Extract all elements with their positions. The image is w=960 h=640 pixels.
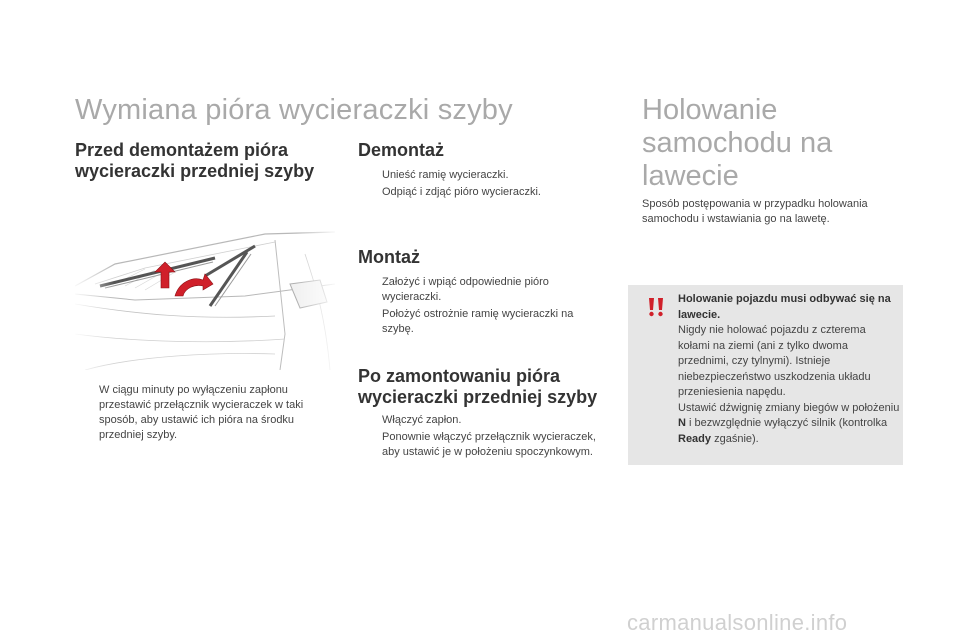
wiper-illustration: [75, 224, 335, 370]
page-title: Wymiana pióra wycieraczki szyby: [75, 94, 513, 126]
watermark: carmanualsonline.info: [627, 610, 848, 635]
warning-heading: Holowanie pojazdu musi odbywać się na lawecie.: [678, 293, 891, 321]
list-item: W ciągu minuty po wyłączeniu zapłonu przestawić przełącznik wycieraczek w taki sposób, aby ustawić ich pióra na środku przedniej szyby.: [99, 384, 304, 441]
removal-list: [358, 168, 608, 202]
towing-title: Holowanie samochodu na lawecie: [642, 94, 833, 192]
installation-list: [358, 275, 608, 339]
heading-installation: Montaż: [358, 247, 420, 267]
after-installation-list: [358, 413, 608, 462]
list-item: Unieść ramię wycieraczki.: [382, 169, 509, 181]
list-item: Założyć i wpiąć odpowiednie pióro wycieraczki.: [382, 276, 549, 303]
list-item: Ponownie włączyć przełącznik wycieraczek, aby ustawić je w położeniu spoczynkowym.: [382, 431, 596, 458]
exclamation-warning-icon: [645, 296, 667, 323]
list-item: Włączyć zapłon.: [382, 414, 462, 426]
warning-paragraph-1: Nigdy nie holować pojazdu z czterema kołami na ziemi (ani z tylko dwoma przednimi, czy tylnymi). Istnieje niebezpieczeństwo uszkodzenia układu przeniesienia napędu.: [678, 324, 871, 398]
before-removal-list: [75, 383, 325, 445]
heading-removal: Demontaż: [358, 140, 445, 160]
list-item: Odpiąć i zdjąć pióro wycieraczki.: [382, 186, 541, 198]
windshield-wiper-image: [75, 224, 335, 370]
towing-intro: Sposób postępowania w przypadku holowania samochodu i wstawiania go na lawetę.: [642, 198, 868, 225]
list-item: Położyć ostrożnie ramię wycieraczki na szybę.: [382, 308, 574, 335]
heading-before-removal: Przed demontażem pióra wycieraczki przedniej szyby: [75, 140, 315, 181]
warning-text: Holowanie pojazdu musi odbywać się na lawecie. Nigdy nie holować pojazdu z czterema kołami na ziemi (ani z tylko dwoma przednimi, czy tylnymi). Istnieje niebezpieczeństwo uszkodzenia układu przeniesienia napędu. Ustawić dźwignię zmiany biegów w położeniu N i bezwzględnie wyłączyć silnik (kontrolka Ready zgaśnie).: [678, 293, 900, 445]
heading-after-installation: Po zamontowaniu pióra wycieraczki przedniej szyby: [358, 366, 598, 407]
